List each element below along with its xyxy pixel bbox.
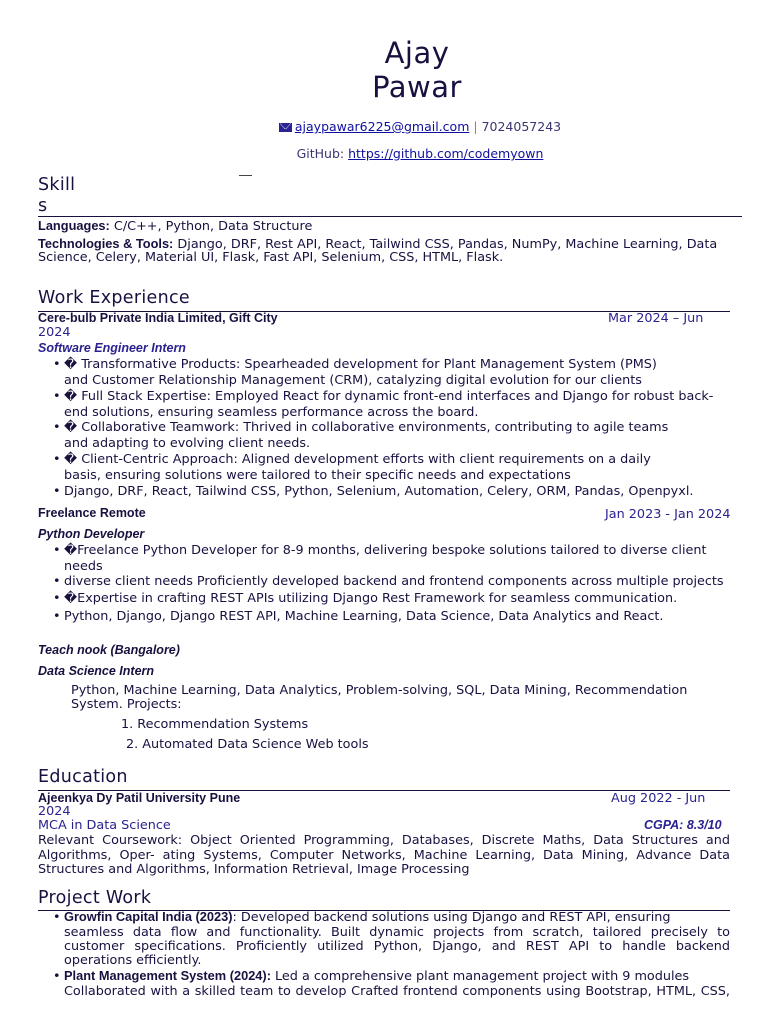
envelope-icon <box>279 123 292 132</box>
job3-desc-2: System. Projects: <box>71 697 182 712</box>
section-title-work: Work Experience <box>38 288 190 308</box>
project-1-text-2: seamless data flow and functionality. Built dynamic projects from scratch, tailored precisely to <box>64 925 730 940</box>
contact-separator: | <box>473 119 478 134</box>
bullet-text: � Collaborative Teamwork: Thrived in collaborative environments, contributing to agile teams <box>64 420 669 435</box>
skills-languages <box>38 218 312 234</box>
bullet-continuation: end solutions, ensuring seamless performance across the board. <box>64 404 479 420</box>
name-last: Pawar <box>372 70 462 104</box>
education-cgpa: CGPA: 8.3/10 <box>644 818 722 832</box>
job3-company: Teach nook (Bangalore) <box>38 643 180 657</box>
skills-divider <box>38 216 742 217</box>
job2-role: Python Developer <box>38 527 145 541</box>
project-2-label: Plant Management System (2024): <box>64 968 271 983</box>
bullet-text: � Full Stack Expertise: Employed React for dynamic front-end interfaces and Django for robust back- <box>64 389 714 404</box>
project-1-text-1: : Developed backend solutions using Django and REST API, ensuring <box>232 910 671 925</box>
bullet-item: • �Expertise in crafting REST APIs utilizing Django Rest Framework for seamless communication. <box>53 591 678 606</box>
job2-date: Jan 2023 - Jan 2024 <box>605 507 731 522</box>
job1-date-2: 2024 <box>38 325 71 340</box>
bullet-text: �Expertise in crafting REST APIs utilizing Django Rest Framework for seamless communication. <box>64 591 678 606</box>
project-1: • Growfin Capital India (2023): Developed backend solutions using Django and REST API, ensuring <box>53 909 671 925</box>
decorative-line <box>239 175 252 176</box>
job1-role: Software Engineer Intern <box>38 341 186 355</box>
project-2-text-1: Led a comprehensive plant management project with 9 modules <box>270 969 690 984</box>
bullet-continuation: and adapting to evolving client needs. <box>64 435 311 451</box>
bullet-item: • � Client-Centric Approach: Aligned development efforts with client requirements on a daily <box>53 452 651 467</box>
section-title-education: Education <box>38 767 128 787</box>
job1-date-1: Mar 2024 – Jun <box>608 311 704 326</box>
bullet-item: • Django, DRF, React, Tailwind CSS, Python, Selenium, Automation, Celery, ORM, Pandas, Openpyxl. <box>53 484 694 499</box>
github-line <box>0 146 768 161</box>
coursework-line-1: Relevant Coursework: Object Oriented Programming, Databases, Discrete Maths, Data Structures and <box>38 833 730 848</box>
job3-desc-1: Python, Machine Learning, Data Analytics, Problem-solving, SQL, Data Mining, Recommendation <box>71 683 688 698</box>
bullet-item: • Python, Django, Django REST API, Machine Learning, Data Science, Data Analytics and React. <box>53 609 664 624</box>
bullet-item: • � Full Stack Expertise: Employed React for dynamic front-end interfaces and Django for robust back- <box>53 389 714 404</box>
bullet-text: diverse client needs Proficiently developed backend and frontend components across multiple projects <box>64 574 724 589</box>
education-school: Ajeenkya Dy Patil University Pune <box>38 791 241 805</box>
contact-line <box>0 119 768 134</box>
job3-project-1: 1. Recommendation Systems <box>121 717 309 732</box>
project-2-text-2: Collaborated with a skilled team to develop Crafted frontend components using Bootstrap, HTML, CSS, <box>64 984 730 999</box>
education-date-2: 2024 <box>38 804 71 819</box>
bullet-continuation: and Customer Relationship Management (CRM), catalyzing digital evolution for our clients <box>64 372 642 388</box>
job3-role: Data Science Intern <box>38 664 155 678</box>
project-1-text-4: operations efficiently. <box>64 953 202 968</box>
bullet-text: � Transformative Products: Spearheaded development for Plant Management System (PMS) <box>64 357 657 372</box>
job3-project-2: 2. Automated Data Science Web tools <box>126 737 369 752</box>
email-link[interactable]: ajaypawar6225@gmail.com <box>294 119 470 134</box>
tools-label: Technologies & Tools: <box>38 236 174 251</box>
education-degree: MCA in Data Science <box>38 818 171 833</box>
languages-label: Languages: <box>38 218 110 233</box>
bullet-item: • � Transformative Products: Spearheaded development for Plant Management System (PMS) <box>53 357 657 372</box>
github-label: GitHub: <box>296 146 345 161</box>
section-title-projects: Project Work <box>38 888 152 908</box>
bullet-item: • �Freelance Python Developer for 8-9 months, delivering bespoke solutions tailored to diverse client <box>53 543 707 558</box>
bullet-continuation: needs <box>64 558 103 574</box>
bullet-text: �Freelance Python Developer for 8-9 months, delivering bespoke solutions tailored to diverse client <box>64 543 707 558</box>
languages-value: C/C++, Python, Data Structure <box>113 219 313 234</box>
project-1-label: Growfin Capital India (2023) <box>64 909 233 924</box>
project-2: • Plant Management System (2024): Led a comprehensive plant management project with 9 modules <box>53 968 690 984</box>
section-title-skills-2: s <box>38 196 48 216</box>
tools-value-2: Science, Celery, Material UI, Flask, Fast API, Selenium, CSS, HTML, Flask. <box>38 250 504 265</box>
name-first: Ajay <box>384 36 450 70</box>
bullet-text: Python, Django, Django REST API, Machine Learning, Data Science, Data Analytics and React. <box>64 609 664 624</box>
education-date-1: Aug 2022 - Jun <box>611 791 706 806</box>
job1-company: Cere-bulb Private India Limited, Gift City <box>38 311 278 325</box>
section-title-skills-1: Skill <box>38 175 76 195</box>
project-1-text-3: customer specifications. Proficiently utilized Python, Django, and REST API to handle backend <box>64 939 730 954</box>
coursework-line-2: Algorithms, Oper- ating Systems, Computer Networks, Machine Learning, Data Mining, Advance Data <box>38 848 730 863</box>
bullet-item: • � Collaborative Teamwork: Thrived in collaborative environments, contributing to agile teams <box>53 420 669 435</box>
tools-value-1: Django, DRF, Rest API, React, Tailwind CSS, Pandas, NumPy, Machine Learning, Data <box>177 237 718 252</box>
github-link[interactable]: https://github.com/codemyown <box>348 146 544 161</box>
job2-company: Freelance Remote <box>38 506 146 520</box>
bullet-item: • diverse client needs Proficiently developed backend and frontend components across multiple projects <box>53 574 724 589</box>
bullet-text: � Client-Centric Approach: Aligned development efforts with client requirements on a daily <box>64 452 651 467</box>
coursework-line-3: Structures and Algorithms, Information Retrieval, Image Processing <box>38 862 470 877</box>
bullet-text: Django, DRF, React, Tailwind CSS, Python, Selenium, Automation, Celery, ORM, Pandas, Openpyxl. <box>64 484 694 499</box>
phone-number: 7024057243 <box>481 119 562 134</box>
bullet-continuation: basis, ensuring solutions were tailored to their specific needs and expectations <box>64 467 571 483</box>
